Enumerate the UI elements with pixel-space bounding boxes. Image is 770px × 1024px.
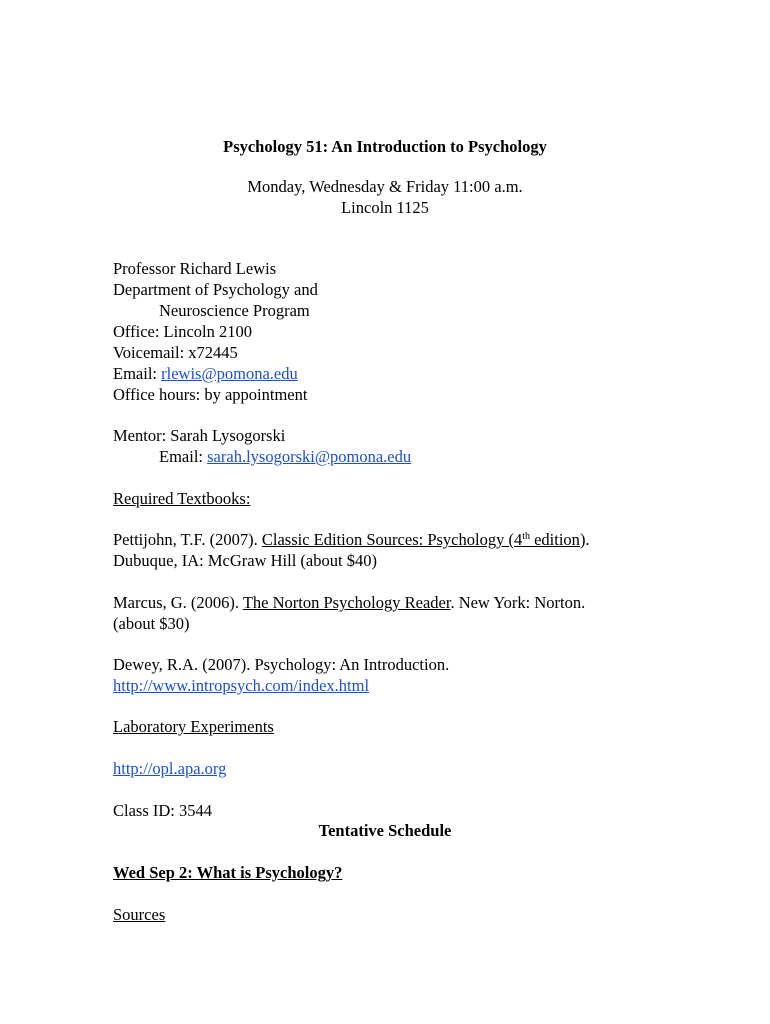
office-hours: Office hours: by appointment xyxy=(113,385,308,404)
meeting-schedule: Monday, Wednesday & Friday 11:00 a.m. xyxy=(247,177,523,196)
sources-heading: Sources xyxy=(113,905,166,924)
schedule-heading: Tentative Schedule xyxy=(318,821,452,840)
instructor-email-link[interactable]: rlewis@pomona.edu xyxy=(161,364,298,383)
instructor-voicemail: Voicemail: x72445 xyxy=(113,343,238,362)
instructor-department: Department of Psychology and xyxy=(113,280,318,299)
session-1-heading: Wed Sep 2: What is Psychology? xyxy=(113,863,343,882)
mentor-name: Mentor: Sarah Lysogorski xyxy=(113,426,286,445)
instructor-program: Neuroscience Program xyxy=(159,301,310,320)
textbook-2-citation xyxy=(113,593,585,613)
textbook-1-title: Classic Edition Sources: Psychology (4th edition xyxy=(261,530,580,549)
textbook-1-citation: Pettijohn, T.F. (2007). Classic Edition Sources: Psychology (4th edition). xyxy=(113,530,590,549)
textbook-2-publisher: . New York: Norton. xyxy=(450,593,586,612)
course-title: Psychology 51: An Introduction to Psychology xyxy=(223,137,547,156)
textbook-1-author: Pettijohn, T.F. (2007). xyxy=(113,530,262,549)
textbook-2-author: Marcus, G. (2006). xyxy=(113,593,243,612)
class-id: Class ID: 3544 xyxy=(113,801,212,820)
instructor-name: Professor Richard Lewis xyxy=(113,259,277,278)
lab-url-line xyxy=(113,759,226,779)
email-label: Email: xyxy=(159,447,208,466)
lab-heading: Laboratory Experiments xyxy=(113,717,274,736)
textbook-2-price: (about $30) xyxy=(113,614,190,633)
meeting-room: Lincoln 1125 xyxy=(341,198,429,217)
textbook-1-publisher: Dubuque, IA: McGraw Hill (about $40) xyxy=(113,551,377,570)
textbooks-heading: Required Textbooks: xyxy=(113,489,251,508)
mentor-email-link[interactable]: sarah.lysogorski@pomona.edu xyxy=(207,447,412,466)
mentor-email-line xyxy=(159,447,411,467)
instructor-email-line xyxy=(113,364,298,384)
textbook-2-title: The Norton Psychology Reader xyxy=(242,593,451,612)
textbook-3-url-link[interactable]: http://www.intropsych.com/index.html xyxy=(113,676,370,695)
textbook-3-citation: Dewey, R.A. (2007). Psychology: An Introduction. xyxy=(113,655,450,674)
email-label: Email: xyxy=(113,364,162,383)
instructor-office: Office: Lincoln 2100 xyxy=(113,322,252,341)
textbook-3-url-line xyxy=(113,676,369,696)
lab-url-link[interactable]: http://opl.apa.org xyxy=(113,759,227,778)
